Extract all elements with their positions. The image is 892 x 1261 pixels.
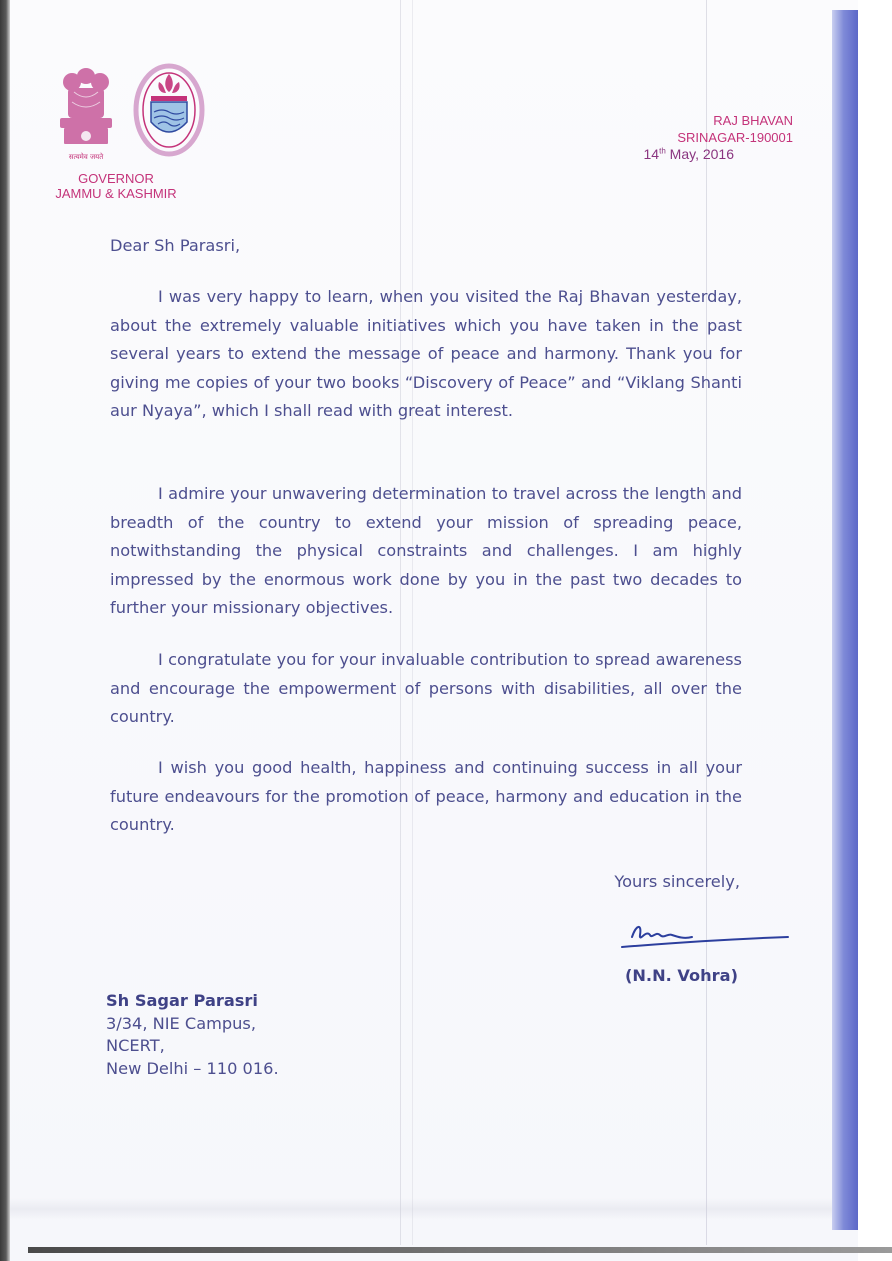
body-paragraph-1 [110,283,742,426]
address-line-3: New Delhi – 110 016. [106,1058,279,1078]
body-paragraph-4 [110,754,742,840]
address-line-2: NCERT, [106,1036,165,1055]
place-name: RAJ BHAVAN [713,113,793,128]
scan-bottom-edge [28,1247,892,1253]
date-month-year: May, 2016 [665,146,734,162]
place-pincode: SRINAGAR-190001 [677,130,793,145]
letterhead-place [540,112,793,146]
address-line-1: 3/34, NIE Campus, [106,1013,257,1033]
date-day: 14 [643,146,660,162]
state-crest-icon [132,60,206,160]
paragraph-text: I wish you good health, happiness and continuing success in all your future endeavours for the promotion of peace, harmony and education in the country. [110,758,742,834]
closing-line: Yours sincerely, [614,872,740,891]
recipient-name: Sh Sagar Parasri [106,991,258,1010]
scan-right-strip [832,10,858,1230]
recipient-address [106,990,426,1080]
scan-left-edge [0,0,10,1261]
paragraph-text: I was very happy to learn, when you visited the Raj Bhavan yesterday, about the extremely valuable initiatives which you have taken in the past several years to extend the message of peace and harmony. Thank you for giving me copies of your two books “Discovery of Peace” and “Viklang Shanti aur Nyaya”, which I shall read with great interest. [110,287,742,420]
body-paragraph-3 [110,646,742,732]
paper-fold-shadow [10,1198,832,1220]
letterhead-office [26,171,206,201]
body-paragraph-2 [110,480,742,623]
date-suffix: th [659,146,666,156]
letter-date [540,146,734,162]
salutation: Dear Sh Parasri, [110,236,241,255]
signatory-name: (N.N. Vohra) [624,966,738,985]
scan-margin [858,0,892,1261]
office-title: GOVERNOR [78,171,154,186]
paragraph-text: I admire your unwavering determination to travel across the length and breadth of the country to extend your mission of spreading peace, notwithstanding the physical constraints and challenges. I am highly impressed by the enormous work done by you in the past two decades to further your missionary objectives. [110,484,742,617]
national-emblem-icon [50,62,122,162]
paragraph-text: I congratulate you for your invaluable contribution to spread awareness and encourage the empowerment of persons with disabilities, all over the country. [110,650,742,726]
office-state: JAMMU & KASHMIR [55,186,177,201]
handwritten-signature [612,915,792,955]
emblem-motto: सत्यमेव जयते [68,153,104,161]
paper-fold-line [706,0,707,1245]
